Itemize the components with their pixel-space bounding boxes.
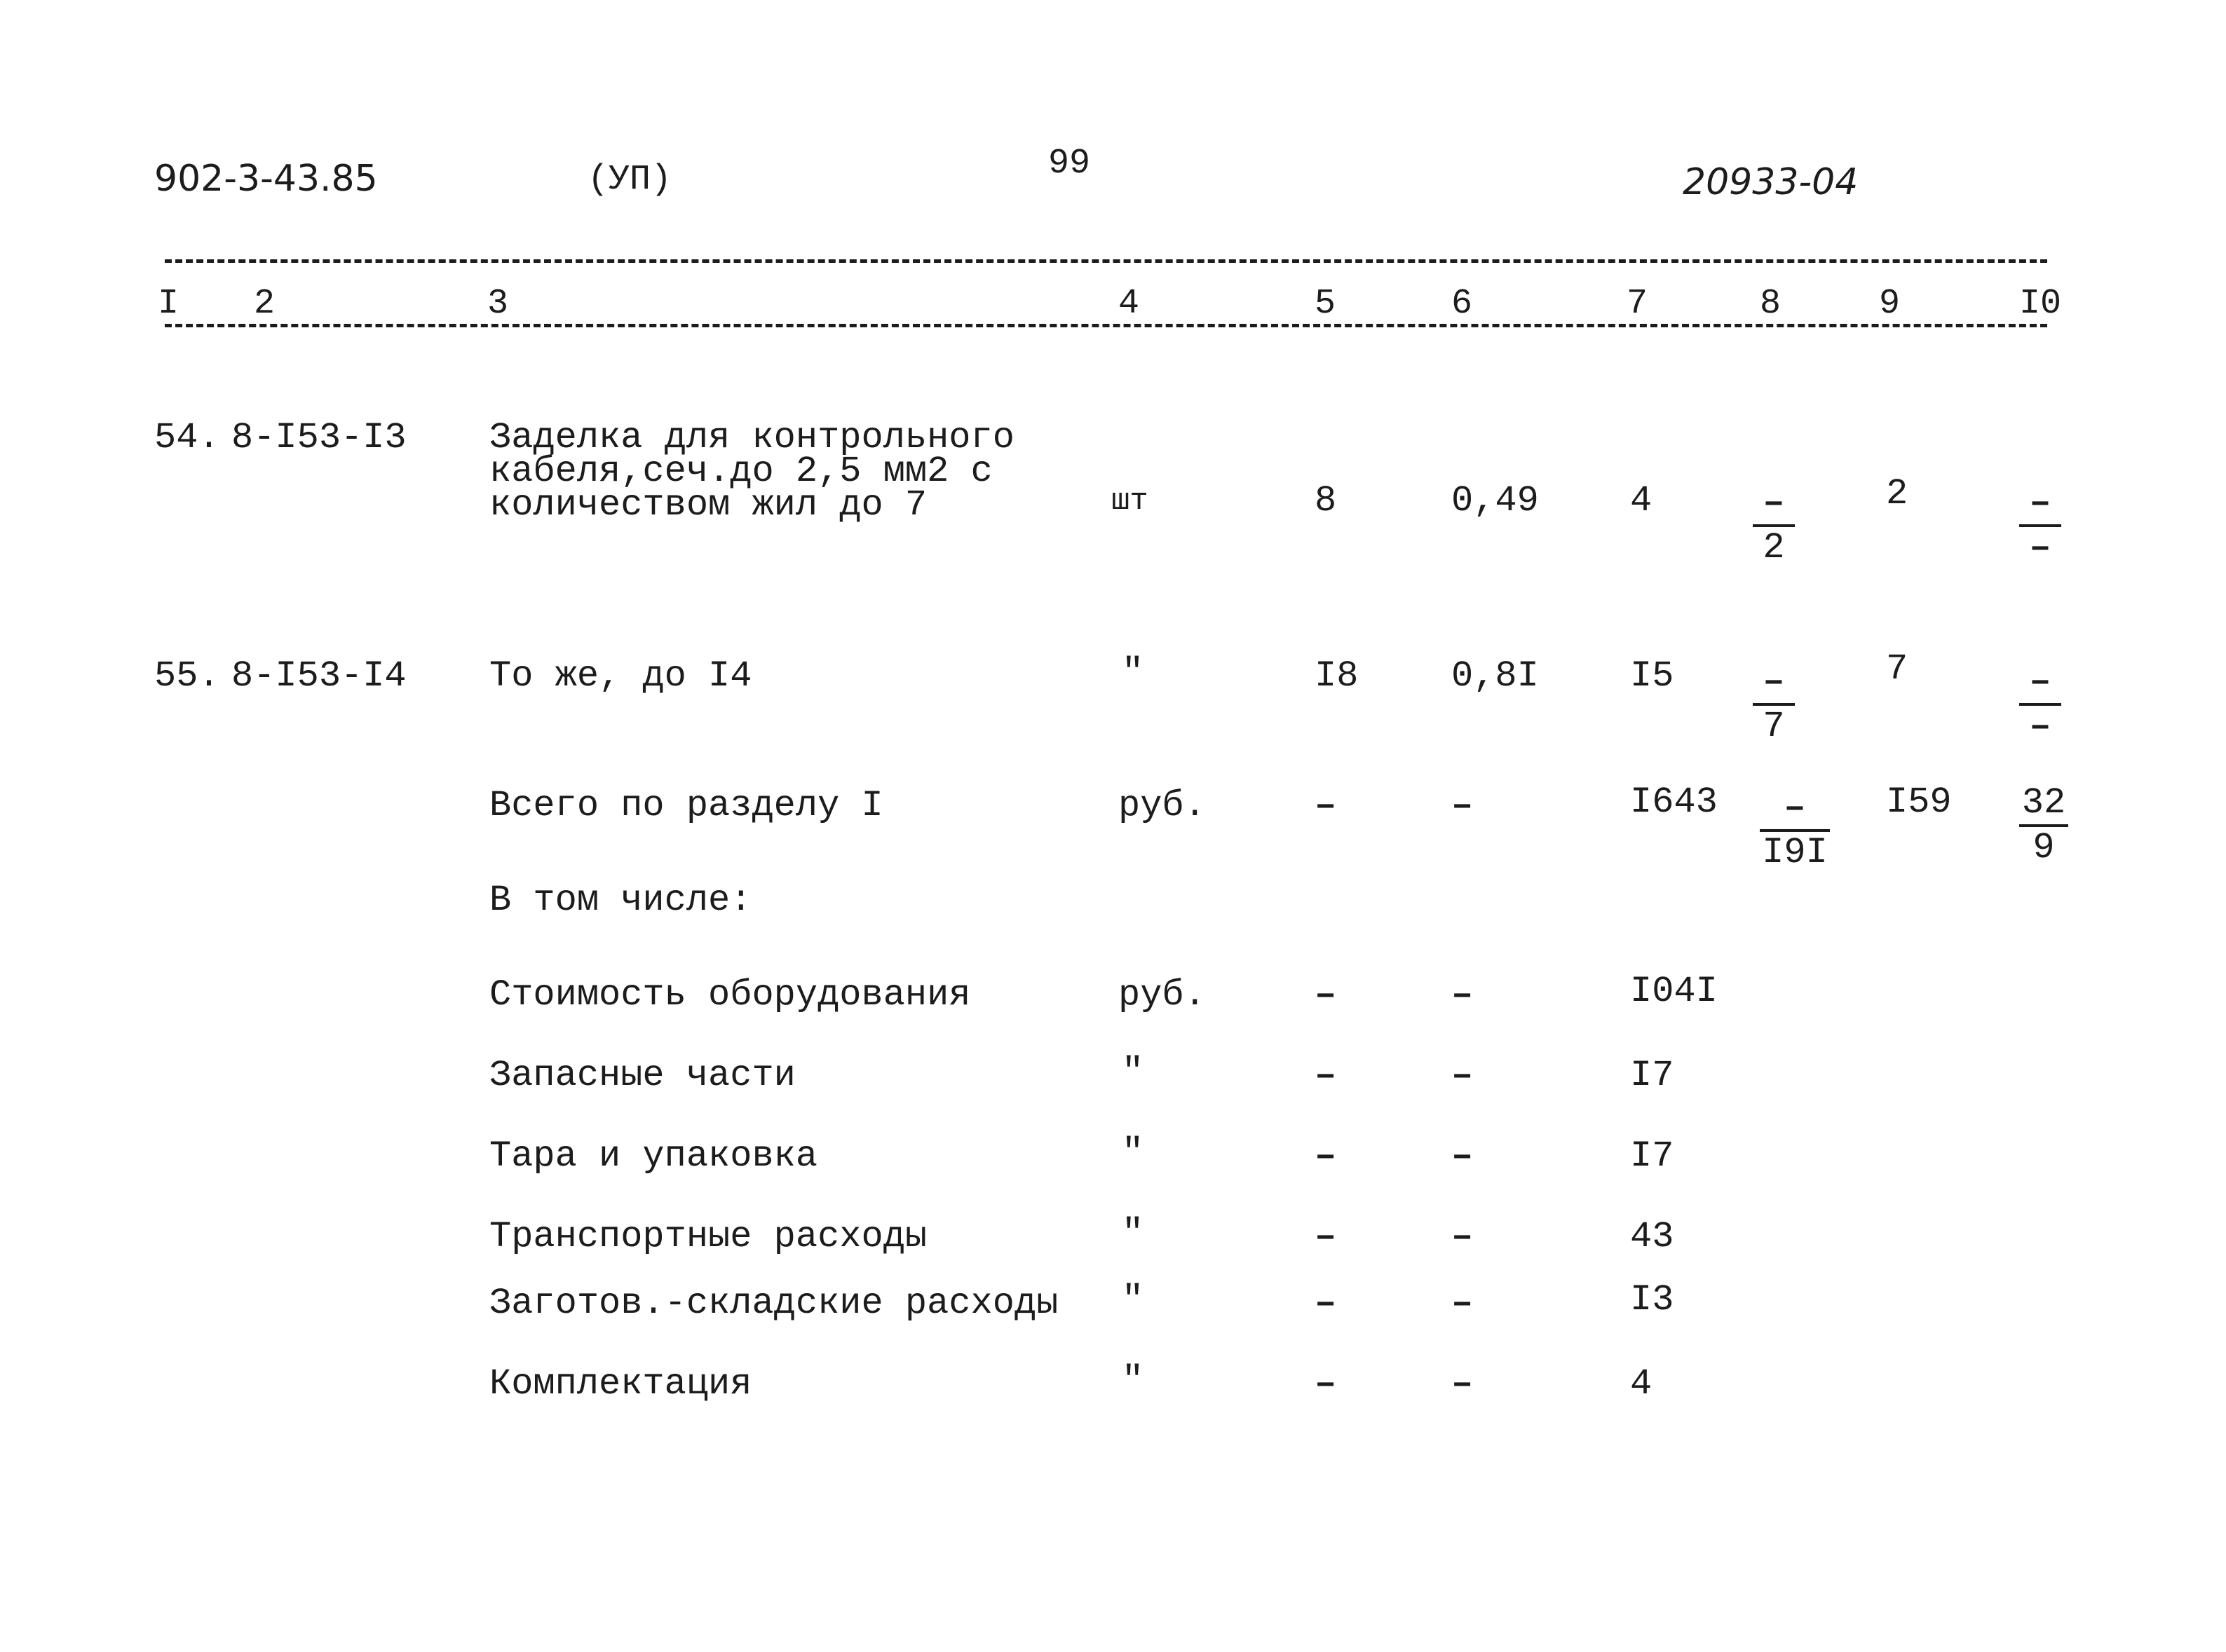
item-54-col8-denominator: 2 [1763, 527, 1785, 568]
item-54-col10-numerator: – [2029, 482, 2051, 524]
total-col10-numerator: 32 [2021, 782, 2066, 824]
breakdown-col5-completion: – [1315, 1363, 1337, 1405]
item-55-col9: 7 [1886, 648, 1908, 690]
item-54-col8-fraction [1753, 484, 1795, 568]
item-55-col8-fraction [1753, 662, 1795, 746]
breakdown-label-packaging: Тара и упаковка [489, 1135, 818, 1177]
breakdown-label-equipment: Стоимость оборудования [489, 974, 971, 1016]
total-label: Всего по разделу I [489, 785, 883, 826]
breakdown-col6-completion: – [1451, 1363, 1474, 1405]
total-col8-fraction [1760, 789, 1830, 873]
breakdown-unit-completion: " [1122, 1360, 1144, 1401]
breakdown-col6-equipment: – [1451, 974, 1474, 1016]
breakdown-unit-equipment: руб. [1118, 974, 1206, 1016]
breakdown-col5-packaging: – [1315, 1135, 1337, 1177]
item-55-col8-denominator: 7 [1763, 706, 1785, 747]
total-col10-denominator: 9 [2032, 827, 2055, 868]
total-unit: руб. [1118, 785, 1206, 826]
total-col8-numerator: – [1784, 787, 1806, 828]
breakdown-unit-transport: " [1122, 1213, 1144, 1254]
column-header-6: 6 [1451, 284, 1473, 324]
breakdown-col5-equipment: – [1315, 974, 1337, 1016]
item-54-col9: 2 [1886, 473, 1908, 514]
breakdown-col5-storage: – [1315, 1283, 1337, 1324]
item-54-desc-line-3: количеством жил до 7 [489, 484, 928, 526]
breakdown-unit-spare-parts: " [1122, 1051, 1144, 1093]
header-bottom-rule [165, 324, 2047, 327]
breakdown-label-storage: Заготов.-складские расходы [489, 1283, 1059, 1324]
breakdown-col7-storage: I3 [1630, 1279, 1674, 1320]
total-col10-fraction [2019, 784, 2068, 868]
item-55-col10-numerator: – [2029, 661, 2051, 702]
total-col9: I59 [1886, 781, 1952, 823]
total-col5: – [1315, 785, 1337, 826]
item-54-desc-line-2: кабеля,сеч.до 2,5 мм2 с [489, 451, 993, 492]
column-header-4: 4 [1118, 284, 1140, 324]
column-header-2: 2 [254, 284, 276, 324]
breakdown-label-completion: Комплектация [489, 1363, 752, 1405]
breakdown-col6-transport: – [1451, 1216, 1474, 1257]
item-54-desc-line-1: Заделка для контрольного [489, 417, 1014, 458]
stamp-number: 20933-04 [1683, 161, 1859, 203]
item-55-col8-numerator: – [1763, 661, 1785, 702]
item-54-col5: 8 [1315, 480, 1337, 521]
item-54-number: 54. [154, 417, 220, 458]
column-header-8: 8 [1760, 284, 1782, 324]
column-header-3: 3 [487, 284, 509, 324]
column-header-10: I0 [2019, 284, 2062, 324]
total-col8-denominator: I9I [1762, 832, 1828, 873]
breakdown-unit-storage: " [1122, 1279, 1144, 1320]
header-top-rule [165, 259, 2047, 263]
breakdown-label-spare-parts: Запасные части [489, 1055, 796, 1096]
page-number: 99 [1048, 144, 1091, 184]
column-header-9: 9 [1879, 284, 1901, 324]
document-code: 902-3-43.85 [154, 158, 378, 200]
breakdown-col7-equipment: I04I [1630, 971, 1718, 1012]
total-col6: – [1451, 785, 1474, 826]
breakdown-col6-spare-parts: – [1451, 1055, 1474, 1096]
item-54-col6: 0,49 [1451, 480, 1539, 521]
item-54-unit: шт [1111, 484, 1148, 519]
item-55-col10-fraction [2019, 662, 2061, 746]
item-55-number: 55. [154, 655, 220, 697]
item-54-col7: 4 [1630, 480, 1652, 521]
item-55-col10-denominator: – [2029, 706, 2051, 747]
item-55-code: 8-I53-I4 [231, 655, 407, 697]
item-55-col7: I5 [1630, 655, 1674, 697]
breakdown-col6-storage: – [1451, 1283, 1474, 1324]
item-55-unit: " [1122, 652, 1144, 693]
breakdown-col5-transport: – [1315, 1216, 1337, 1257]
breakdown-unit-packaging: " [1122, 1132, 1144, 1173]
item-54-col10-denominator: – [2029, 527, 2051, 568]
item-55-col6: 0,8I [1451, 655, 1539, 697]
item-54-col10-fraction [2019, 484, 2061, 568]
breakdown-col7-packaging: I7 [1630, 1135, 1674, 1177]
total-col7: I643 [1630, 781, 1718, 823]
including-label: В том числе: [489, 880, 752, 921]
section-label: (УП) [588, 160, 672, 200]
breakdown-col5-spare-parts: – [1315, 1055, 1337, 1096]
breakdown-col7-spare-parts: I7 [1630, 1055, 1674, 1096]
item-55-desc-line-1: То же, до I4 [489, 655, 752, 697]
column-header-1: I [158, 284, 179, 324]
column-header-5: 5 [1315, 284, 1336, 324]
breakdown-label-transport: Транспортные расходы [489, 1216, 928, 1257]
item-54-code: 8-I53-I3 [231, 417, 407, 458]
breakdown-col7-completion: 4 [1630, 1363, 1652, 1405]
column-header-7: 7 [1627, 284, 1648, 324]
breakdown-col6-packaging: – [1451, 1135, 1474, 1177]
breakdown-col7-transport: 43 [1630, 1216, 1674, 1257]
item-55-col5: I8 [1315, 655, 1359, 697]
item-54-col8-numerator: – [1763, 482, 1785, 524]
